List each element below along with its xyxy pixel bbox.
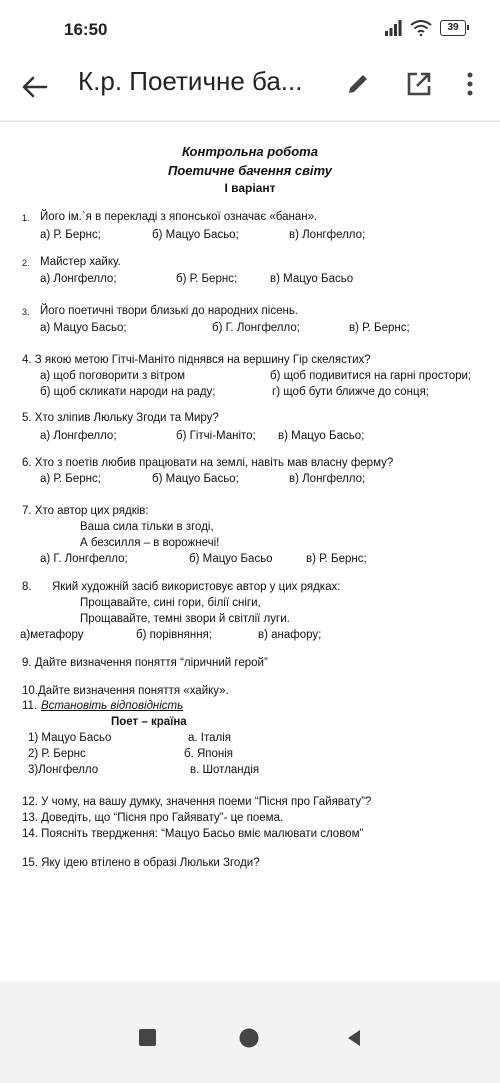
pencil-icon[interactable]	[343, 69, 373, 99]
match-right: в. Шотландія	[190, 764, 260, 776]
question-text: 13. Доведіть, що “Пісня про Гайявату”- це поема.	[22, 812, 284, 824]
answer-option: г) щоб бути ближче до сонця;	[272, 386, 429, 398]
question-text: 9. Дайте визначення поняття “ліричний герой”	[22, 657, 268, 669]
question-text: 15. Яку ідею втілено в образі Люльки Згоди?	[22, 857, 260, 869]
doc-variant: І варіант	[224, 181, 276, 195]
document-page	[0, 121, 500, 981]
match-right: а. Італія	[188, 732, 232, 744]
answer-option: б) Гітчі-Маніто;	[176, 430, 256, 442]
answer-option: а)метафору	[20, 629, 84, 641]
answer-option: а) Мацуо Басьо;	[40, 322, 127, 334]
answer-option: в) Мацуо Басьо;	[278, 430, 365, 442]
answer-option: б) Мацуо Басьо;	[152, 229, 239, 241]
question-text: 4. З якою метою Гітчі-Маніто піднявся на вершину Гір скелястих?	[22, 354, 371, 366]
poem-line: А безсилля – в ворожнечі!	[80, 537, 220, 549]
battery-indicator: 39	[440, 20, 466, 36]
question-number: 11.	[22, 700, 38, 712]
question-number: 2.	[22, 258, 30, 268]
answer-option: б) порівняння;	[136, 629, 212, 641]
wifi-icon	[410, 20, 432, 36]
question-text: Майстер хайку.	[40, 256, 121, 268]
question-text: 6. Хто з поетів любив працювати на землі, навіть мав власну ферму?	[22, 457, 394, 469]
answer-option: б) Мацуо Басьо	[189, 553, 273, 565]
answer-option: а) Р. Бернс;	[40, 229, 101, 241]
app-bar	[0, 52, 500, 120]
answer-option: в) Лонгфелло;	[289, 229, 366, 241]
poem-line: Прощавайте, сині гори, білії сніги,	[80, 597, 261, 609]
answer-option: а) Г. Лонгфелло;	[40, 553, 128, 565]
answer-option: а) щоб поговорити з вітром	[40, 370, 186, 382]
doc-subheading: Поетичне бачення світу	[167, 163, 333, 178]
document-title: К.р. Поетичне ба...	[78, 66, 303, 96]
doc-heading: Контрольна робота	[182, 144, 318, 159]
answer-option: а) Лонгфелло;	[40, 430, 117, 442]
poem-line: Ваша сила тільки в згоді,	[80, 521, 214, 533]
status-bar	[0, 0, 500, 52]
open-in-new-icon[interactable]	[404, 69, 434, 99]
match-left: 2) Р. Бернс	[28, 748, 86, 760]
answer-option: в) анафору;	[258, 629, 322, 641]
answer-option: б) Г. Лонгфелло;	[212, 322, 300, 334]
navigation-bar	[0, 1000, 500, 1083]
answer-option: б) щоб подивитися на гарні простори;	[270, 370, 472, 382]
question-text: 7. Хто автор цих рядків:	[22, 505, 149, 517]
recents-square-icon[interactable]	[138, 1028, 158, 1048]
question-text: 10.Дайте визначення поняття «хайку».	[22, 685, 229, 697]
question-text: Встановіть відповідність	[41, 700, 184, 712]
answer-option: в) Р. Бернс;	[306, 553, 367, 565]
question-number: 8.	[22, 581, 32, 593]
match-left: 1) Мацуо Басьо	[28, 732, 112, 744]
more-vert-icon[interactable]	[460, 69, 480, 99]
question-number: 1.	[22, 213, 30, 223]
question-text: 5. Хто зліпив Люльку Згоди та Миру?	[22, 412, 219, 424]
question-text: Його ім.`я в перекладі з японської означає «банан».	[40, 211, 318, 223]
question-text: Який художній засіб використовує автор у цих рядках:	[52, 581, 341, 593]
answer-option: в) Мацуо Басьо	[270, 273, 354, 285]
answer-option: в) Р. Бернс;	[349, 322, 410, 334]
signal-icon	[384, 20, 402, 36]
match-heading: Поет – країна	[111, 716, 187, 728]
match-left: 3)Лонгфелло	[28, 764, 99, 776]
answer-option: б) Р. Бернс;	[176, 273, 238, 285]
back-triangle-icon[interactable]	[344, 1028, 364, 1048]
status-time: 16:50	[64, 20, 108, 39]
question-text: Його поетичні твори близькі до народних пісень.	[40, 305, 299, 317]
answer-option: а) Лонгфелло;	[40, 273, 117, 285]
answer-option: а) Р. Бернс;	[40, 473, 101, 485]
poem-line: Прощавайте, темні звори й світлії луги.	[80, 613, 290, 625]
arrow-back-icon[interactable]	[20, 72, 50, 102]
answer-option: в) Лонгфелло;	[289, 473, 366, 485]
question-text: 12. У чому, на вашу думку, значення поеми “Пісня про Гайявату”?	[22, 796, 372, 808]
match-right: б. Японія	[184, 748, 234, 760]
home-circle-icon[interactable]	[238, 1027, 260, 1049]
answer-option: б) Мацуо Басьо;	[152, 473, 239, 485]
question-number: 3.	[22, 307, 30, 317]
answer-option: б) щоб скликати народи на раду;	[40, 386, 216, 398]
question-text: 14. Поясніть твердження: “Мацуо Басьо вміє малювати словом”	[22, 828, 364, 840]
